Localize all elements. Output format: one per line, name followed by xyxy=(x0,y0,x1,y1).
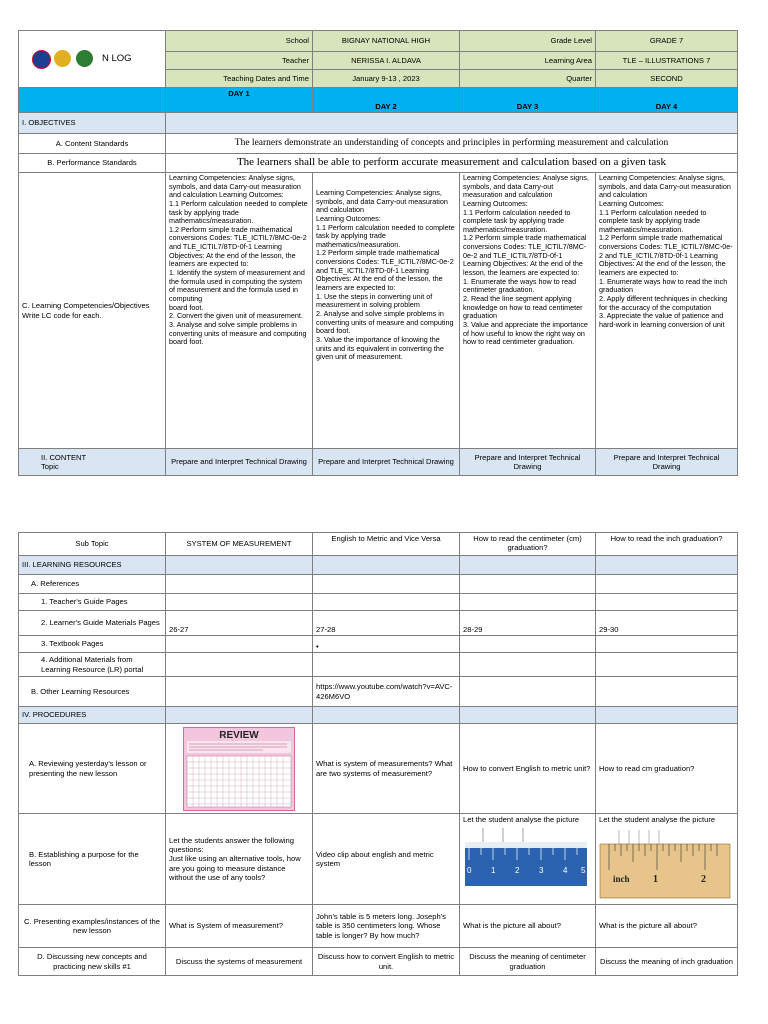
discussing-day-4: Discuss the meaning of inch graduation xyxy=(596,948,738,976)
review-day-4: How to read cm graduation? xyxy=(596,724,738,814)
textbook-label: 3. Textbook Pages xyxy=(19,636,166,653)
additional-day-2 xyxy=(313,653,460,677)
performance-standards-label: B. Performance Standards xyxy=(19,154,166,173)
svg-text:1: 1 xyxy=(653,874,658,886)
presenting-label: C. Presenting examples/instances of the new lesson xyxy=(19,905,166,948)
deped-seal-icon xyxy=(32,50,51,69)
discussing-day-3: Discuss the meaning of centimeter graduation xyxy=(460,948,596,976)
learning-resources-title: III. LEARNING RESOURCES xyxy=(19,556,166,575)
dll-table-page1 xyxy=(18,30,738,476)
teachers-guide-day-3 xyxy=(460,594,596,611)
performance-standards-text: The learners shall be able to perform accurate measurement and calculation based on a given task xyxy=(166,154,738,173)
additional-materials-label: 4. Additional Materials from Learning Resource (LR) portal xyxy=(19,653,166,677)
review-thumbnail-title: REVIEW xyxy=(219,729,259,741)
teacher-label: Teacher xyxy=(166,52,313,70)
svg-text:2: 2 xyxy=(701,874,706,886)
day-2-header: DAY 2 xyxy=(313,88,460,113)
resources-fill-2 xyxy=(313,556,460,575)
quarter-label: Quarter xyxy=(460,70,596,88)
textbook-day-4 xyxy=(596,636,738,653)
procedures-fill-2 xyxy=(313,707,460,724)
presenting-day-4: What is the picture all about? xyxy=(596,905,738,948)
day-1-header: DAY 1 xyxy=(166,88,313,113)
grade-level-value: GRADE 7 xyxy=(596,31,738,52)
references-day-2 xyxy=(313,575,460,594)
textbook-day-1 xyxy=(166,636,313,653)
textbook-day-2: • xyxy=(313,636,460,653)
learners-guide-day-2: 27-28 xyxy=(313,611,460,636)
subtopic-day-1: SYSTEM OF MEASUREMENT xyxy=(166,533,313,556)
references-day-1 xyxy=(166,575,313,594)
competencies-day-3: Learning Competencies: Analyse signs, symbols, and data Carry-out measuration and calculation Learning Outcomes: 1.1 Perform calculation needed to complete task by applying trade mathematics/measuration. 1.2 Perform simple trade mathematical conversions Codes: TLE_ICTIL7/8MC-0e-2 and TLE_ICTIL7/8TD-0f-1 Learning Objectives: At the end of the lesson, the learners are expected to: 1. Enumerate the ways how to read centimeter graduation. 2. Read the line segment applying knowledge on how to read centimeter graduation 3. Value and appreciate the importance of how useful to know the right way on how to read centimeter graduation. xyxy=(460,173,596,449)
objectives-title-fill xyxy=(166,113,738,134)
topic-day-1: Prepare and Interpret Technical Drawing xyxy=(166,449,313,476)
discussing-label: D. Discussing new concepts and practicing new skills #1 xyxy=(19,948,166,976)
division-logo-icon xyxy=(76,50,93,67)
svg-text:3: 3 xyxy=(539,866,544,876)
competencies-day-1: Learning Competencies: Analyse signs, symbols, and data Carry-out measuration and calculation Learning Outcomes: 1.1 Perform calculation needed to complete task by applying trade mathematics/measuration. 1.2 Perform simple trade mathematical conversions Codes: TLE_ICTIL7/8MC-0e-2 and TLE_ICTIL7/8TD-0f-1 Learning Objectives: At the end of the lesson, the learners are expected to: 1. Identify the system of measurement and the formula used in computing the system of measurement and the formula used in computing board foot. 2. Convert the given unit of measurement. 3. Analyse and solve simple problems in converting units of measure and computing board foot. xyxy=(166,173,313,449)
discussing-day-2: Discuss how to convert English to metric unit. xyxy=(313,948,460,976)
learners-guide-day-4: 29-30 xyxy=(596,611,738,636)
teachers-guide-day-1 xyxy=(166,594,313,611)
svg-text:4: 4 xyxy=(563,866,568,876)
review-worksheet-image xyxy=(166,724,313,814)
resources-fill-1 xyxy=(166,556,313,575)
svg-text:2: 2 xyxy=(515,866,520,876)
competencies-day-2: Learning Competencies: Analyse signs, symbols, and data Carry-out measuration and calculation Learning Outcomes: 1.1 Perform calculation needed to complete task by applying trade mathematics/measuration. 1.2 Perform simple trade mathematical conversions Codes: TLE_ICTIL7/8MC-0e-2 and TLE_ICTIL7/8TD-0f-1 Learning Objectives: At the end of the lesson, the learners are expected to: 1. Use the steps in converting unit of measurement in solving problem 2. Analyse and solve simple problems in converting units of measure and computing board foot. 3. Value the importance of knowing the units and its equivalent in converting the given unit of measurement. xyxy=(313,173,460,449)
learning-area-label: Learning Area xyxy=(460,52,596,70)
additional-day-1 xyxy=(166,653,313,677)
discussing-day-1: Discuss the systems of measurement xyxy=(166,948,313,976)
resources-fill-4 xyxy=(596,556,738,575)
svg-text:5: 5 xyxy=(581,866,586,876)
purpose-label: B. Establishing a purpose for the lesson xyxy=(19,814,166,905)
textbook-day-3 xyxy=(460,636,596,653)
cm-ruler-image xyxy=(463,826,589,888)
dates-label: Teaching Dates and Time xyxy=(166,70,313,88)
learning-competencies-label: C. Learning Competencies/Objectives Write LC code for each. xyxy=(19,173,166,449)
learners-guide-day-1: 26-27 xyxy=(166,611,313,636)
teachers-guide-label: 1. Teacher's Guide Pages xyxy=(19,594,166,611)
teachers-guide-day-4 xyxy=(596,594,738,611)
subtopic-day-4: How to read the inch graduation? xyxy=(596,533,738,556)
video-link[interactable]: https://www.youtube.com/watch?v=AVC-426M6VO xyxy=(313,677,460,707)
purpose-day-2: Video clip about english and metric system xyxy=(313,814,460,905)
dates-value: January 9-13 , 2023 xyxy=(313,70,460,88)
topic-day-4: Prepare and Interpret Technical Drawing xyxy=(596,449,738,476)
other-day-4 xyxy=(596,677,738,707)
quarter-value: SECOND xyxy=(596,70,738,88)
other-day-3 xyxy=(460,677,596,707)
procedures-fill-4 xyxy=(596,707,738,724)
other-day-1 xyxy=(166,677,313,707)
school-value: BIGNAY NATIONAL HIGH xyxy=(313,31,460,52)
inch-ruler-label: inch xyxy=(613,874,630,885)
reviewing-label: A. Reviewing yesterday's lesson or presenting the new lesson xyxy=(19,724,166,814)
procedures-title: IV. PROCEDURES xyxy=(19,707,166,724)
teacher-value: NERISSA I. ALDAVA xyxy=(313,52,460,70)
day-3-header: DAY 3 xyxy=(460,88,596,113)
dll-table-page2 xyxy=(18,532,738,976)
references-label: A. References xyxy=(19,575,166,594)
teachers-guide-day-2 xyxy=(313,594,460,611)
purpose-day-3: Let the student analyse the picture xyxy=(463,815,580,824)
subtopic-day-2: English to Metric and Vice Versa xyxy=(313,533,460,556)
references-day-4 xyxy=(596,575,738,594)
competencies-day-4: Learning Competencies: Analyse signs, symbols, and data Carry-out measuration and calculation Learning Outcomes: 1.1 Perform calculation needed to complete task by applying trade mathematics/measuration. 1.2 Perform simple trade mathematical conversions Codes: TLE_ICTIL7/8MC-0e-2 and TLE_ICTIL7/8TD-0f-1 Learning Objectives: At the end of the lesson, the learners are expected to: 1. Enumerate ways how to read the inch graduation 2. Apply different techniques in checking for the accuracy of the computation 3. Appreciate the value of patience and hard-work in learning conversion of unit xyxy=(596,173,738,449)
objectives-title: I. OBJECTIVES xyxy=(19,113,166,134)
purpose-day-1: Let the students answer the following questions: Just like using an alternative tools, how are you going to measure distance without the use of any tools? xyxy=(166,814,313,905)
review-day-3: How to convert English to metric unit? xyxy=(460,724,596,814)
document-title: N LOG xyxy=(102,53,132,64)
learners-guide-label: 2. Learner's Guide Materials Pages xyxy=(19,611,166,636)
review-day-2: What is system of measurements? What are two systems of measurement? xyxy=(313,724,460,814)
subtopic-day-3: How to read the centimeter (cm) graduation? xyxy=(460,533,596,556)
school-logo-icon xyxy=(54,50,71,67)
day-header-empty xyxy=(19,88,166,113)
learners-guide-day-3: 28-29 xyxy=(460,611,596,636)
logo-cell xyxy=(19,31,166,88)
additional-day-4 xyxy=(596,653,738,677)
purpose-day-4: Let the student analyse the picture xyxy=(599,815,716,824)
learning-area-value: TLE – ILLUSTRATIONS 7 xyxy=(596,52,738,70)
procedures-fill-1 xyxy=(166,707,313,724)
references-day-3 xyxy=(460,575,596,594)
school-label: School xyxy=(166,31,313,52)
inch-ruler-image xyxy=(599,826,731,900)
other-resources-label: B. Other Learning Resources xyxy=(19,677,166,707)
topic-day-2: Prepare and Interpret Technical Drawing xyxy=(313,449,460,476)
day-4-header: DAY 4 xyxy=(596,88,738,113)
presenting-day-3: What is the picture all about? xyxy=(460,905,596,948)
content-standards-label: A. Content Standards xyxy=(19,134,166,154)
review-worksheet-thumbnail xyxy=(183,727,295,811)
svg-text:0: 0 xyxy=(467,866,472,876)
purpose-day-4-cell xyxy=(596,814,738,905)
subtopic-label: Sub Topic xyxy=(19,533,166,556)
additional-day-3 xyxy=(460,653,596,677)
presenting-day-1: What is System of measurement? xyxy=(166,905,313,948)
grade-level-label: Grade Level xyxy=(460,31,596,52)
purpose-day-3-cell xyxy=(460,814,596,905)
topic-day-3: Prepare and Interpret Technical Drawing xyxy=(460,449,596,476)
resources-fill-3 xyxy=(460,556,596,575)
svg-text:1: 1 xyxy=(491,866,496,876)
presenting-day-2: John's table is 5 meters long. Joseph's table is 350 centimeters long. Whose table is longer? By how much? xyxy=(313,905,460,948)
content-standards-text: The learners demonstrate an understanding of concepts and principles in performing measurement and calculation xyxy=(166,134,738,154)
content-topic-label: II. CONTENT Topic xyxy=(19,449,166,476)
procedures-fill-3 xyxy=(460,707,596,724)
